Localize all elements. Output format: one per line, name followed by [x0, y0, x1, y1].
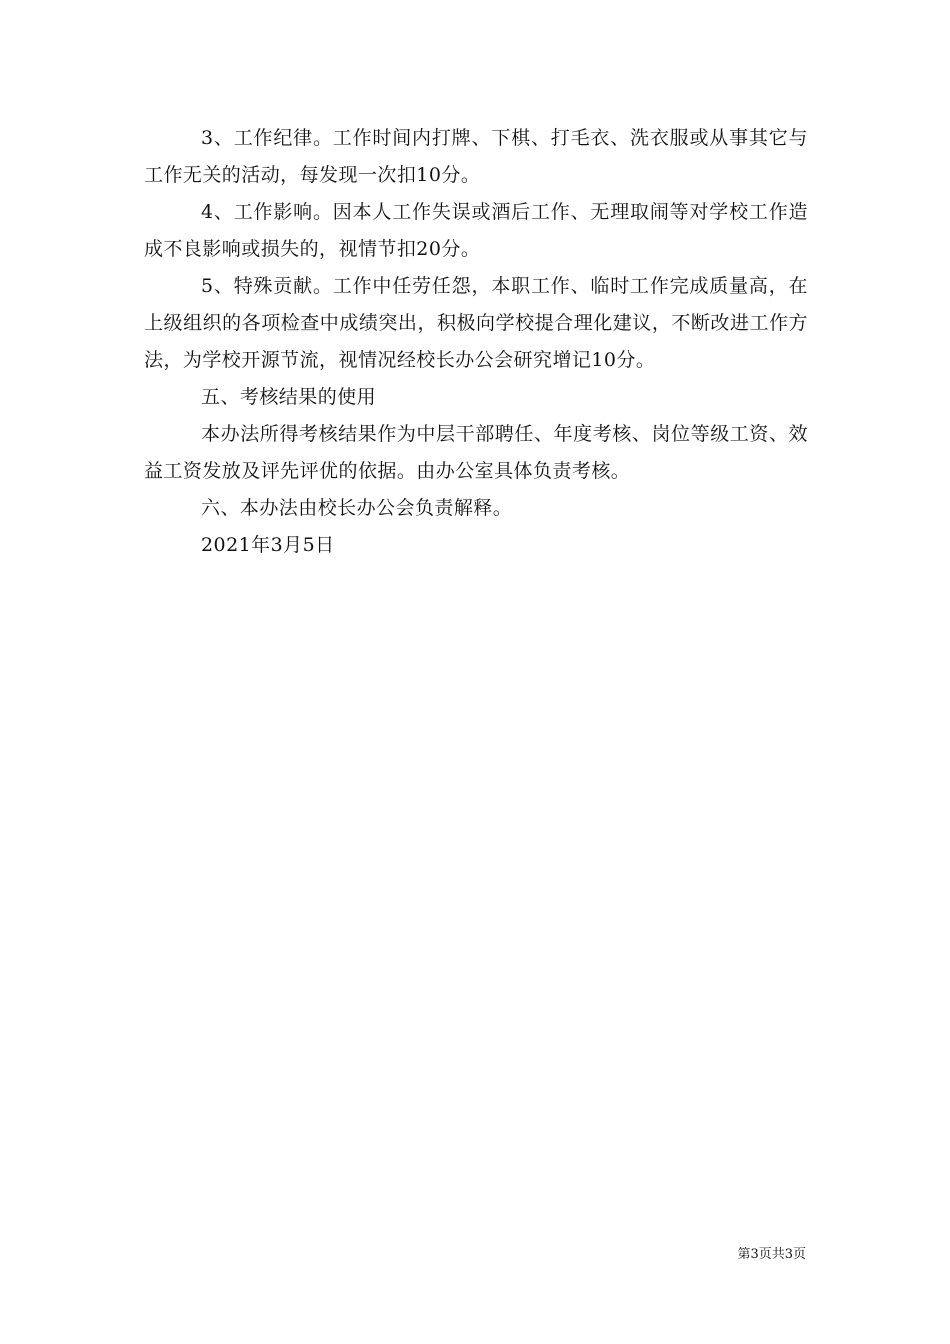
paragraph-special-contribution: 5、特殊贡献。工作中任劳任怨，本职工作、临时工作完成质量高，在上级组织的各项检查中成绩突出，积极向学校提合理化建议，不断改进工作方法，为学校开源节流，视情况经校长办公会研究增记10分。 — [144, 275, 808, 371]
paragraph-work-impact: 4、工作影响。因本人工作失误或酒后工作、无理取闹等对学校工作造成不良影响或损失的，视情节扣20分。 — [144, 201, 808, 260]
paragraph-interpretation: 六、本办法由校长办公会负责解释。 — [201, 497, 513, 519]
page-number-footer: 第3页共3页 — [737, 1247, 806, 1262]
document-body — [144, 120, 808, 564]
paragraph-results-usage: 本办法所得考核结果作为中层干部聘任、年度考核、岗位等级工资、效益工资发放及评先评优的依据。由办公室具体负责考核。 — [144, 423, 808, 482]
section-heading-results-usage: 五、考核结果的使用 — [201, 386, 377, 408]
document-date: 2021年3月5日 — [201, 534, 335, 556]
paragraph-work-discipline: 3、工作纪律。工作时间内打牌、下棋、打毛衣、洗衣服或从事其它与工作无关的活动，每发现一次扣10分。 — [144, 127, 808, 186]
